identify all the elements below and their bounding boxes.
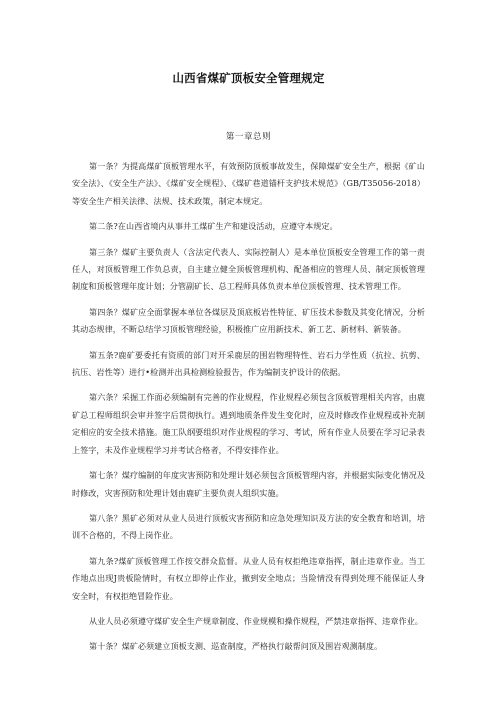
article-9-continued: 从业人员必须遵守煤矿安全生产规章制度、作业规模和操作规程，严禁违章指挥、违章作业。	[89, 615, 423, 626]
article-8: 第八条？黑矿必须对从业人员进行顶板灾害预防和应急处理知识及方法的安全教育和培训，培训不合格的，不得上岗作业。	[72, 512, 425, 541]
article-4: 第四条？煤矿应全面掌握本单位各煤层及顶底板岩性特征、矿压技术参数及其变化情况，分析其动态规律，不断总结学习顶板管理经验，积极推广应用新技术、新工艺、新材料、新装备。	[72, 306, 425, 335]
page-title: 山西省煤矿顶板安全管理规定	[172, 71, 325, 85]
chapter-heading: 第一章总则	[225, 132, 272, 142]
article-list	[72, 158, 425, 656]
article-2: 第二条?在山西省境内从事井工煤矿生产和建设活动，应遵守本规定。	[89, 221, 338, 232]
article-9: 第九条?煤矿顶板管理工作按交群众监督。从业人员有权拒绝违章指挥，制止违章作业。当工作地点出现J贵板险情时，有权立即停止作业，撤到安全地点；当险情没有得到处理不能保证人身安全时，有权拒绝冒险作业。	[72, 555, 425, 601]
article-6: 第六条？采掘工作面必须编制有完善的作业规程，作业规程必须包含顶板管理相关内容，由鹿矿总工程师组织会审并签字后贯彻执行。遇到地质条件发生变化时，应及时修改作业规程或补充制定相应的安全技术措施。施工队纲要组织对作业规程的学习、考试，所有作业人员要在学习记录表上签字，未及作业规程学习并考试合格者，不得安排作业。	[72, 392, 425, 455]
article-1: 第一条？为提高煤矿顶板管理水平，有效预防顶板事故发生，保障煤矿安全生产，根据《矿山安全法》、《安全生产法》、《煤矿安全规程》、《煤矿巷道锚杆支护技术规范》（GB/T35056-2018）等安全生产相关法律、法规、技术政策，制定本规定。	[72, 161, 425, 206]
article-7: 第七条？煤疗编制的年度灾害预防和处理计划必须包含顶板管理内容，并根据实际变化情况及时修改，灾害预防和处理计划由鹿矿主要负责人组织实施。	[72, 470, 425, 498]
article-10: 第十条？煤矿必须建立顶板支测、巡查制度，严格执行敲帮问顶及围岩观测制度。	[89, 641, 383, 652]
article-5: 第五条?鹿矿要委托有资质的部门对开采鹿层的围岩物理特性、岩石力学性质（抗拉、抗剪、抗压、岩性等）进行•检测并出具检测检验报告，作为编制支护设计的依据。	[72, 349, 425, 378]
article-3: 第三条？煤矿主要负责人（含法定代表人、实际控制人）是本单位顶板安全管理工作的第一责任人，对顶板管理工作负总责，自主建立健全顶板管理机构、配备相应的管理人员、制定顶板管理制度和顶板管理年度计划；分管副矿长、总工程师具体负责本单位顶板管理、技术管理工作。	[72, 246, 425, 292]
